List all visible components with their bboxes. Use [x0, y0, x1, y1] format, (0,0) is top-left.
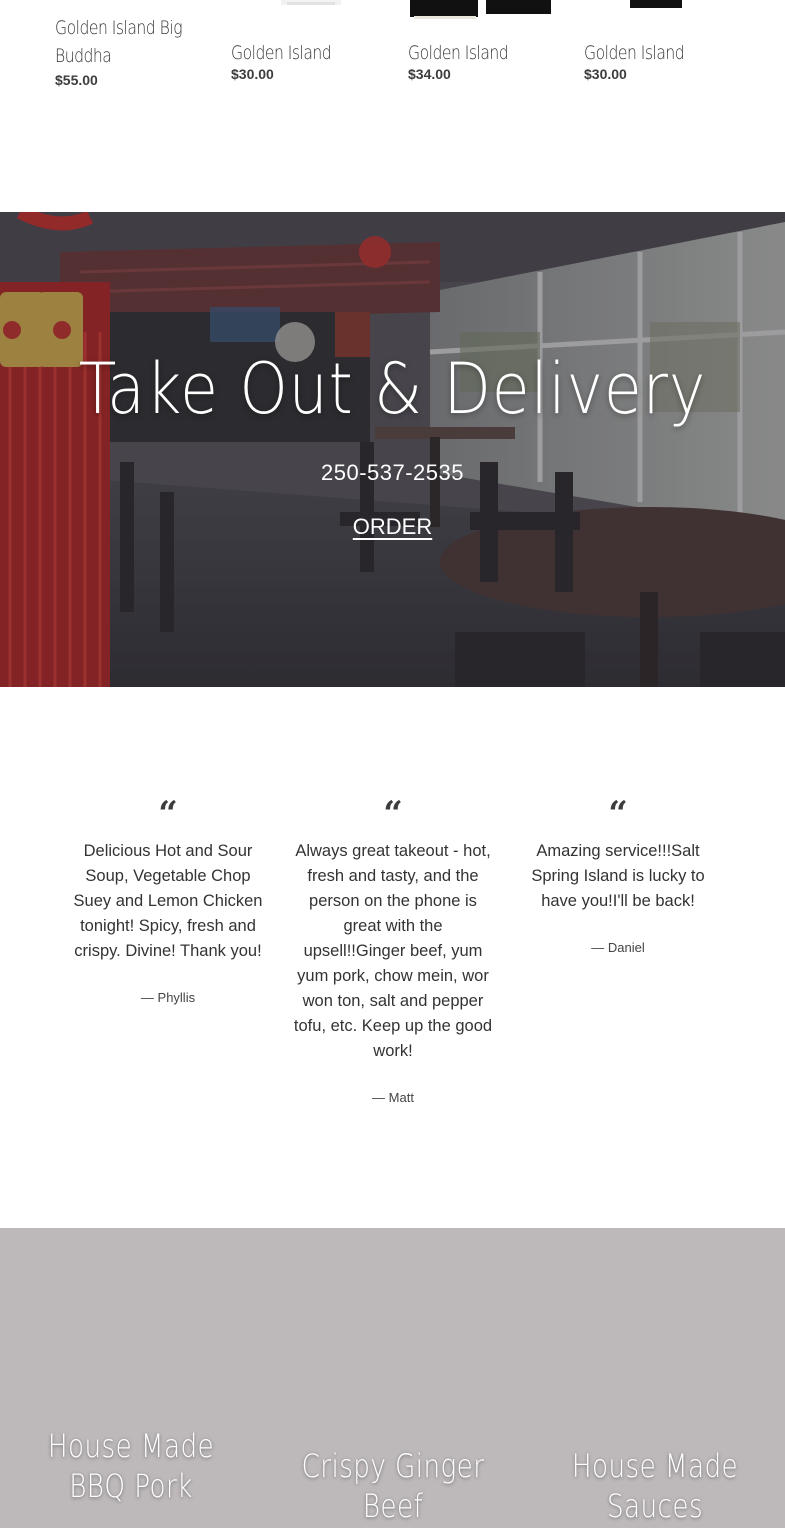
testimonial-text: Amazing service!!!Salt Spring Island is lucky to have you!I'll be back!: [531, 842, 705, 910]
testimonial: [518, 794, 718, 955]
product-price: $30.00: [584, 66, 627, 82]
collection-label[interactable]: Crispy Ginger Beef: [301, 1447, 485, 1525]
collection-tile-sauces[interactable]: [524, 1446, 785, 1526]
product-title[interactable]: Golden Island: [408, 42, 509, 64]
collection-tile-bbq-pork[interactable]: [0, 1426, 262, 1506]
hero-title: Take Out & Delivery: [78, 348, 707, 430]
testimonial-author: — Daniel: [591, 940, 645, 955]
product-image[interactable]: [281, 0, 341, 8]
testimonial-author: — Phyllis: [140, 990, 196, 1005]
testimonial-author: — Matt: [372, 1090, 414, 1105]
quote-icon: “: [608, 794, 628, 834]
product-price: $30.00: [231, 66, 274, 82]
product-price: $55.00: [55, 72, 98, 88]
collection-label[interactable]: House Made Sauces: [571, 1447, 739, 1525]
product-title[interactable]: Golden Island: [584, 42, 685, 64]
hero-banner: [0, 212, 785, 687]
product-title[interactable]: Golden Island: [231, 42, 332, 64]
product-price: $34.00: [408, 66, 451, 82]
quote-icon: “: [383, 794, 403, 834]
collection-tile-ginger-beef[interactable]: [262, 1446, 524, 1526]
product-card[interactable]: [55, 0, 205, 88]
product-grid: [0, 0, 785, 212]
collection-grid: [0, 1228, 785, 1528]
testimonials-section: [0, 687, 785, 1228]
product-image[interactable]: [408, 0, 553, 24]
product-card[interactable]: [584, 0, 734, 82]
product-card[interactable]: [231, 0, 381, 82]
product-image[interactable]: [630, 0, 684, 10]
testimonial-text: Delicious Hot and Sour Soup, Vegetable Chop Suey and Lemon Chicken tonight! Spicy, fresh and crispy. Divine! Thank you!: [73, 842, 263, 960]
product-title[interactable]: Golden Island Big Buddha: [55, 17, 183, 67]
product-card[interactable]: [408, 0, 558, 82]
collection-label[interactable]: House Made BBQ Pork: [47, 1427, 215, 1505]
phone-number: 250-537-2535: [320, 460, 464, 485]
restaurant-interior-image: [0, 212, 785, 687]
order-button[interactable]: ORDER: [352, 514, 433, 539]
testimonial-text: Always great takeout - hot, fresh and tasty, and the person on the phone is great with the upsell!!Ginger beef, yum yum pork, chow mein, wor won ton, salt and pepper tofu, etc. Keep up the good work!: [293, 842, 493, 1060]
testimonial: [68, 794, 268, 1005]
quote-icon: “: [158, 794, 178, 834]
testimonial: [293, 794, 493, 1105]
